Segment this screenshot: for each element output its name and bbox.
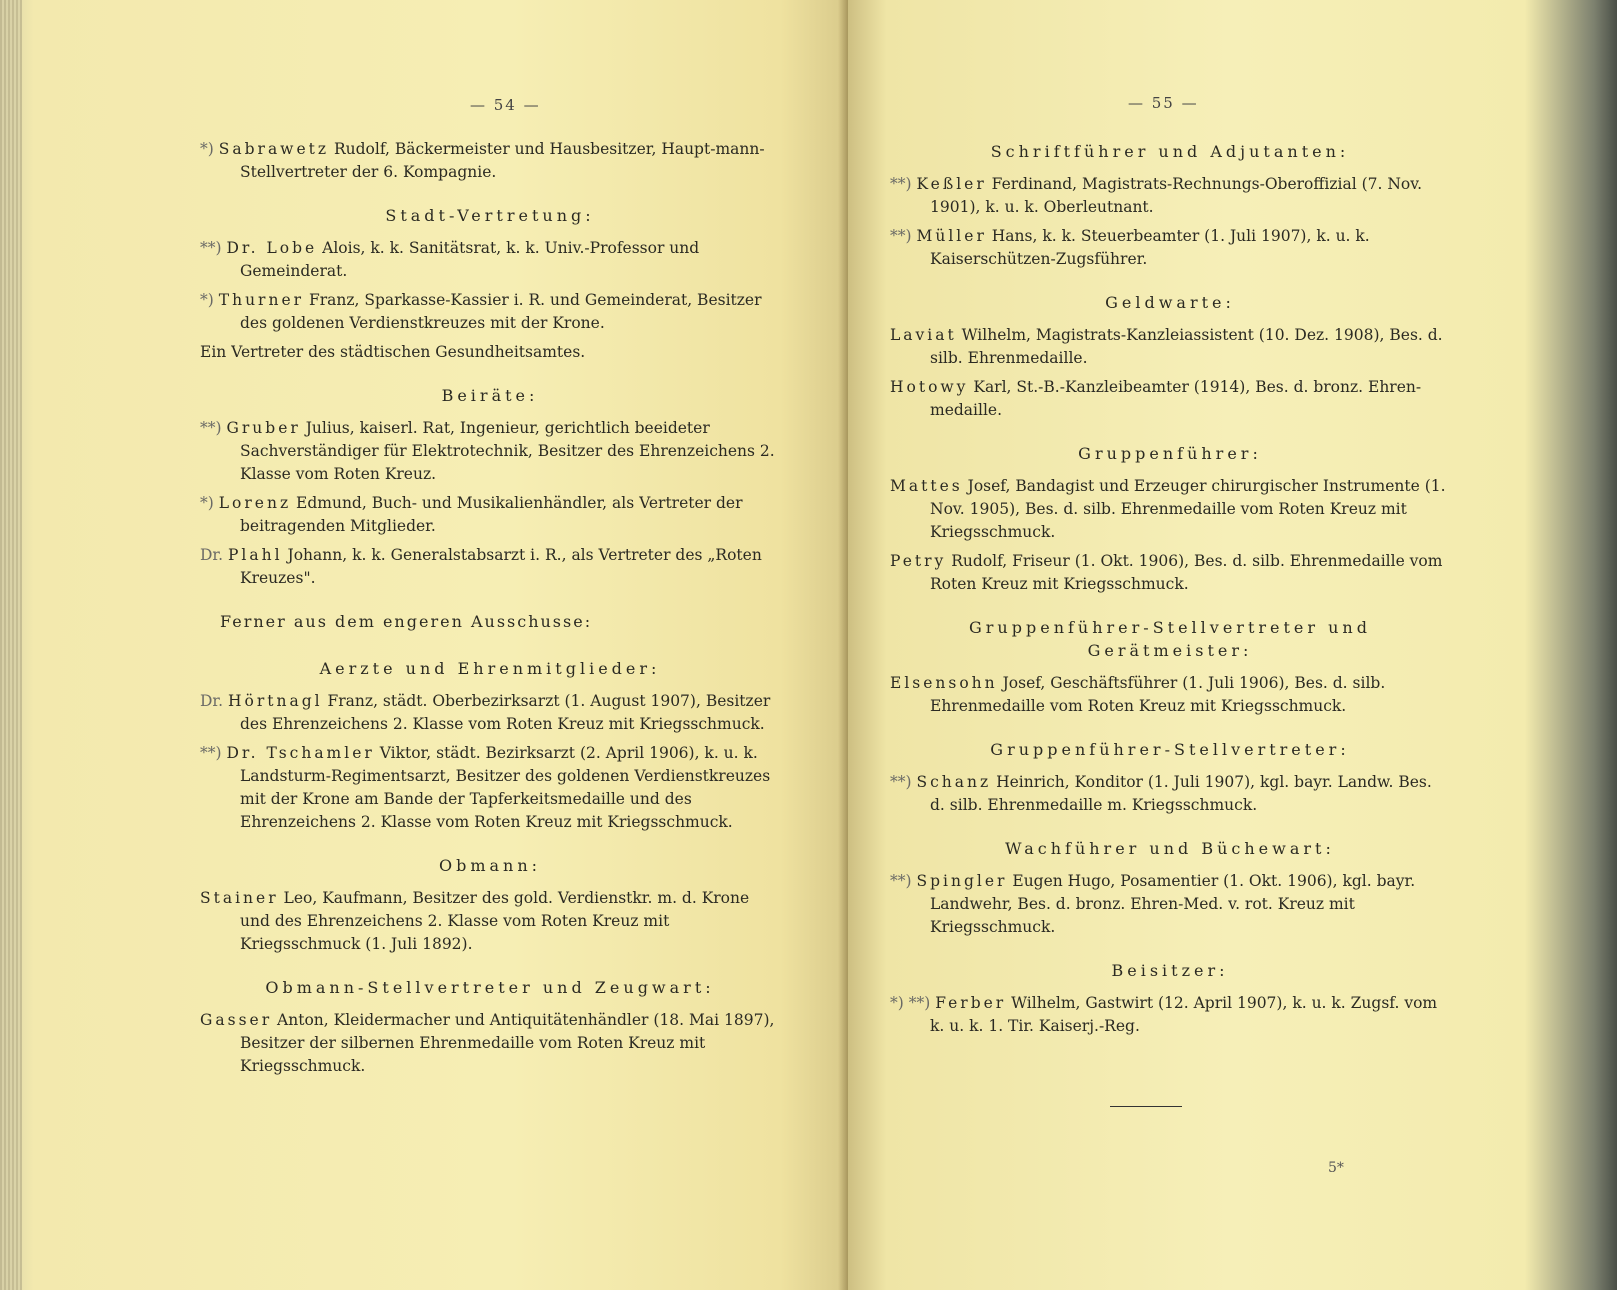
entry-name: Gasser (200, 1011, 273, 1029)
section-gap (890, 428, 1450, 442)
section-gap (890, 602, 1450, 616)
entry-description: Leo, Kaufmann, Besitzer des gold. Verdienstkr. m. d. Krone und des Ehrenzeichens 2. Klasse vom Roten Kreuz mit Kriegsschmuck (1. Juli 1892). (240, 889, 750, 953)
section-heading: Beiräte: (441, 386, 539, 405)
section-heading: Aerzte und Ehrenmitglieder: (319, 659, 661, 678)
section-gap (200, 190, 780, 204)
footnote-marker: **) (200, 239, 222, 257)
footnote-marker: *) (200, 291, 214, 309)
footnote-marker: **) (200, 744, 222, 762)
section-heading: Schriftführer und Adjutanten: (990, 142, 1350, 161)
entry-name: Mattes (890, 477, 963, 495)
section-heading: Obmann: (438, 856, 542, 875)
entry-name: Gruber (226, 419, 301, 437)
section-gap (890, 823, 1450, 837)
list-item (200, 138, 780, 184)
page-number-right: — 55 — (1128, 94, 1199, 112)
entry-name: Ferber (935, 994, 1007, 1012)
section-heading: Stadt-Vertretung: (385, 206, 595, 225)
footnote-marker: **) (200, 419, 222, 437)
entry-name: Petry (890, 552, 947, 570)
list-item (890, 870, 1450, 939)
entry-description: Johann, k. k. Generalstabsarzt i. R., als Vertreter des „Roten Kreuzes". (240, 546, 762, 587)
footnote-marker: **) (890, 227, 912, 245)
section-gap (890, 724, 1450, 738)
list-item (890, 376, 1450, 422)
section (200, 657, 780, 854)
footnote-marker: **) (890, 773, 912, 791)
entry-description: Alois, k. k. Sanitätsrat, k. k. Univ.-Professor und Gemeinderat. (240, 239, 700, 280)
section-gap (200, 596, 780, 610)
entry-description: Rudolf, Friseur (1. Okt. 1906), Bes. d. silb. Ehrenmedaille vom Roten Kreuz mit Kriegsschmuck. (930, 552, 1443, 593)
list-item (890, 992, 1450, 1038)
list-item (890, 672, 1450, 718)
section (890, 616, 1450, 738)
section (890, 738, 1450, 837)
entry-description: Edmund, Buch- und Musikalienhändler, als Vertreter der beitragenden Mitglieder. (240, 494, 743, 535)
list-item (200, 887, 780, 956)
closing-rule (1110, 1106, 1182, 1107)
page-number-left: — 54 — (470, 96, 541, 114)
list-item (200, 289, 780, 335)
section (890, 959, 1450, 1058)
entry-name: Dr. Tschamler (226, 744, 375, 762)
page-stack-edge (0, 0, 22, 1290)
right-page (848, 0, 1617, 1290)
entry-description: Anton, Kleidermacher und Antiquitätenhändler (18. Mai 1897), Besitzer der silbernen Ehrenmedaille vom Roten Kreuz mit Kriegsschmuck. (240, 1011, 775, 1075)
section-gap (890, 1044, 1450, 1058)
list-item (890, 324, 1450, 370)
entry-description: Wilhelm, Magistrats-Kanzleiassistent (10. Dez. 1908), Bes. d. silb. Ehrenmedaille. (930, 326, 1443, 367)
entry-description: Eugen Hugo, Posamentier (1. Okt. 1906), kgl. bayr. Landwehr, Bes. d. bronz. Ehren-Med. v. rot. Kreuz mit Kriegsschmuck. (930, 872, 1416, 936)
entry-name: Schanz (916, 773, 992, 791)
entry-name: Hörtnagl (228, 692, 323, 710)
entry-name: Stainer (200, 889, 279, 907)
section (890, 837, 1450, 959)
list-item (200, 341, 780, 364)
entry-name: Laviat (890, 326, 957, 344)
entry-description: Josef, Bandagist und Erzeuger chirurgischer Instrumente (1. Nov. 1905), Bes. d. silb. Ehrenmedaille vom Roten Kreuz mit Kriegsschmuck. (930, 477, 1446, 541)
entry-description: Rudolf, Bäckermeister und Hausbesitzer, Haupt-mann-Stellvertreter der 6. Kompagnie. (240, 140, 765, 181)
section (200, 976, 780, 1098)
section-heading: Beisitzer: (1111, 961, 1229, 980)
entry-name: Dr. Lobe (226, 239, 318, 257)
list-item (200, 544, 780, 590)
entry-description: Ein Vertreter des städtischen Gesundheitsamtes. (200, 343, 586, 361)
right-text-column (890, 140, 1450, 1107)
section-gap (890, 277, 1450, 291)
signature-mark: 5* (1328, 1160, 1344, 1176)
section-gap (890, 945, 1450, 959)
section (200, 384, 780, 610)
list-item (200, 237, 780, 283)
entry-description: Karl, St.-B.-Kanzleibeamter (1914), Bes. d. bronz. Ehren-medaille. (930, 378, 1422, 419)
list-item (200, 492, 780, 538)
left-text-column (200, 138, 780, 1098)
section (200, 610, 780, 657)
entry-description: Ferdinand, Magistrats-Rechnungs-Oberoffizial (7. Nov. 1901), k. u. k. Oberleutnant. (930, 175, 1423, 216)
entry-name: Thurner (218, 291, 305, 309)
entry-name: Lorenz (218, 494, 292, 512)
entry-description: Josef, Geschäftsführer (1. Juli 1906), Bes. d. silb. Ehrenmedaille vom Roten Kreuz mit Kriegsschmuck. (930, 674, 1386, 715)
section-gap (200, 840, 780, 854)
section-heading: Gruppenführer: (1078, 444, 1262, 463)
list-item (200, 417, 780, 486)
entry-name: Keßler (916, 175, 987, 193)
list-item (890, 225, 1450, 271)
section-heading: Gruppenführer-Stellvertreter und Gerätmeister: (969, 618, 1371, 660)
section-heading: Gruppenführer-Stellvertreter: (990, 740, 1350, 759)
list-item (200, 742, 780, 834)
section (200, 204, 780, 384)
entry-description: Franz, Sparkasse-Kassier i. R. und Gemeinderat, Besitzer des goldenen Verdienstkreuzes mit der Krone. (240, 291, 762, 332)
footnote-marker: *) **) (890, 994, 931, 1012)
section (890, 291, 1450, 442)
section-heading: Geldwarte: (1105, 293, 1235, 312)
entry-description: Julius, kaiserl. Rat, Ingenieur, gerichtlich beeideter Sachverständiger für Elektrotechnik, Besitzer des Ehrenzeichens 2. Klasse vom Roten Kreuz. (240, 419, 775, 483)
footnote-marker: Dr. (200, 692, 224, 710)
section-gap (200, 370, 780, 384)
entry-name: Müller (916, 227, 987, 245)
entry-description: Wilhelm, Gastwirt (12. April 1907), k. u. k. Zugsf. vom k. u. k. 1. Tir. Kaiserj.-Reg. (930, 994, 1438, 1035)
list-item (890, 173, 1450, 219)
entry-description: Franz, städt. Oberbezirksarzt (1. August 1907), Besitzer des Ehrenzeichens 2. Klasse vom Roten Kreuz mit Kriegsschmuck. (240, 692, 771, 733)
footnote-marker: **) (890, 175, 912, 193)
section (890, 442, 1450, 616)
footnote-marker: *) (200, 494, 214, 512)
entry-name: Sabrawetz (218, 140, 330, 158)
footnote-marker: Dr. (200, 546, 224, 564)
entry-description: Viktor, städt. Bezirksarzt (2. April 1906), k. u. k. Landsturm-Regimentsarzt, Besitzer des goldenen Verdienstkreuzes mit der Krone am Bande der Tapferkeitsmedaille und des Ehrenzeichens 2. Klasse vom Roten Kreuz mit Kriegsschmuck. (240, 744, 771, 831)
list-item (200, 1009, 780, 1078)
section-gap (200, 643, 780, 657)
entry-name: Elsensohn (890, 674, 998, 692)
entry-name: Plahl (228, 546, 283, 564)
entry-description: Hans, k. k. Steuerbeamter (1. Juli 1907), k. u. k. Kaiserschützen-Zugsführer. (930, 227, 1370, 268)
entry-description: Heinrich, Konditor (1. Juli 1907), kgl. bayr. Landw. Bes. d. silb. Ehrenmedaille m. Kriegsschmuck. (930, 773, 1432, 814)
footnote-marker: **) (890, 872, 912, 890)
section-heading: Wachführer und Büchewart: (1005, 839, 1335, 858)
list-item (200, 690, 780, 736)
section-gap (200, 1084, 780, 1098)
entry-name: Hotowy (890, 378, 969, 396)
section-intro: Ferner aus dem engeren Ausschusse: (220, 612, 593, 631)
entry-name: Spingler (916, 872, 1008, 890)
section-gap (200, 962, 780, 976)
list-item (890, 550, 1450, 596)
list-item (890, 771, 1450, 817)
footnote-marker: *) (200, 140, 214, 158)
list-item (890, 475, 1450, 544)
section (200, 138, 780, 204)
section (200, 854, 780, 976)
section (890, 140, 1450, 291)
section-heading: Obmann-Stellvertreter und Zeugwart: (265, 978, 715, 997)
